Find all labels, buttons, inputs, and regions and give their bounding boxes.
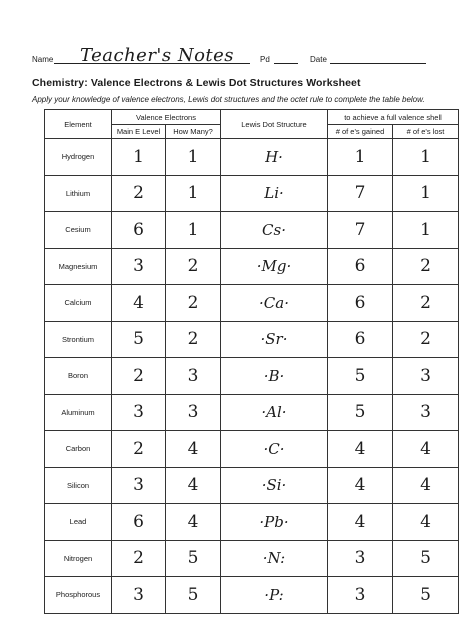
electrons-lost-cell[interactable]: 1 (393, 212, 459, 249)
lewis-structure-cell[interactable]: H· (221, 139, 328, 176)
main-level-cell[interactable]: 2 (112, 431, 166, 468)
electrons-gained-cell[interactable]: 3 (328, 540, 393, 577)
element-name: Cesium (45, 212, 112, 249)
main-level-cell[interactable]: 6 (112, 504, 166, 541)
date-line[interactable] (330, 63, 426, 64)
col-header-lewis: Lewis Dot Structure (221, 110, 328, 139)
electrons-lost-cell[interactable]: 1 (393, 175, 459, 212)
col-header-count: How Many? (166, 125, 221, 139)
element-name: Carbon (45, 431, 112, 468)
name-label: Name (32, 55, 54, 64)
col-header-element: Element (45, 110, 112, 139)
element-name: Aluminum (45, 394, 112, 431)
electrons-gained-cell[interactable]: 6 (328, 285, 393, 322)
lewis-structure-cell[interactable]: ·Mg· (221, 248, 328, 285)
worksheet-table (44, 109, 459, 614)
pd-line[interactable] (274, 63, 298, 64)
electrons-gained-cell[interactable]: 4 (328, 504, 393, 541)
table-row (45, 358, 459, 395)
element-name: Strontium (45, 321, 112, 358)
pd-label: Pd (260, 55, 270, 64)
table-row (45, 540, 459, 577)
lewis-structure-cell[interactable]: ·Al· (221, 394, 328, 431)
table-row (45, 504, 459, 541)
lewis-structure-cell[interactable]: Cs· (221, 212, 328, 249)
electrons-gained-cell[interactable]: 7 (328, 212, 393, 249)
main-level-cell[interactable]: 6 (112, 212, 166, 249)
main-level-cell[interactable]: 3 (112, 394, 166, 431)
element-name: Hydrogen (45, 139, 112, 176)
electrons-gained-cell[interactable]: 4 (328, 467, 393, 504)
worksheet-instructions: Apply your knowledge of valence electrons, Lewis dot structures and the octet rule to complete the table below. (32, 95, 425, 104)
electrons-lost-cell[interactable]: 2 (393, 321, 459, 358)
electrons-lost-cell[interactable]: 5 (393, 577, 459, 614)
lewis-structure-cell[interactable]: ·B· (221, 358, 328, 395)
name-value[interactable]: Teacher's Notes (80, 45, 235, 66)
lewis-structure-cell[interactable]: ·Pb· (221, 504, 328, 541)
valence-count-cell[interactable]: 4 (166, 431, 221, 468)
valence-count-cell[interactable]: 2 (166, 285, 221, 322)
lewis-structure-cell[interactable]: ·Ca· (221, 285, 328, 322)
element-name: Calcium (45, 285, 112, 322)
table-row (45, 285, 459, 322)
lewis-structure-cell[interactable]: ·N: (221, 540, 328, 577)
table-row (45, 175, 459, 212)
electrons-gained-cell[interactable]: 5 (328, 358, 393, 395)
student-header (28, 46, 448, 70)
main-level-cell[interactable]: 5 (112, 321, 166, 358)
electrons-gained-cell[interactable]: 4 (328, 431, 393, 468)
col-header-lost: # of e's lost (393, 125, 459, 139)
electrons-lost-cell[interactable]: 1 (393, 139, 459, 176)
valence-count-cell[interactable]: 3 (166, 358, 221, 395)
main-level-cell[interactable]: 3 (112, 577, 166, 614)
group-header-valence: Valence Electrons (112, 110, 221, 125)
element-name: Silicon (45, 467, 112, 504)
valence-count-cell[interactable]: 4 (166, 504, 221, 541)
group-header-shell: to achieve a full valence shell (328, 110, 459, 125)
electrons-lost-cell[interactable]: 5 (393, 540, 459, 577)
electrons-gained-cell[interactable]: 3 (328, 577, 393, 614)
element-name: Phosphorous (45, 577, 112, 614)
table-row (45, 431, 459, 468)
electrons-gained-cell[interactable]: 6 (328, 321, 393, 358)
table-row (45, 248, 459, 285)
electrons-lost-cell[interactable]: 3 (393, 394, 459, 431)
main-level-cell[interactable]: 3 (112, 467, 166, 504)
element-name: Lithium (45, 175, 112, 212)
lewis-structure-cell[interactable]: Li· (221, 175, 328, 212)
col-header-gained: # of e's gained (328, 125, 393, 139)
electrons-gained-cell[interactable]: 7 (328, 175, 393, 212)
electrons-gained-cell[interactable]: 6 (328, 248, 393, 285)
main-level-cell[interactable]: 4 (112, 285, 166, 322)
element-name: Nitrogen (45, 540, 112, 577)
worksheet-title: Chemistry: Valence Electrons & Lewis Dot Structures Worksheet (32, 77, 361, 89)
electrons-lost-cell[interactable]: 3 (393, 358, 459, 395)
col-header-level: Main E Level (112, 125, 166, 139)
valence-count-cell[interactable]: 2 (166, 248, 221, 285)
valence-count-cell[interactable]: 2 (166, 321, 221, 358)
main-level-cell[interactable]: 2 (112, 358, 166, 395)
table-row (45, 321, 459, 358)
valence-count-cell[interactable]: 3 (166, 394, 221, 431)
main-level-cell[interactable]: 1 (112, 139, 166, 176)
lewis-structure-cell[interactable]: ·C· (221, 431, 328, 468)
table-row (45, 212, 459, 249)
main-level-cell[interactable]: 2 (112, 175, 166, 212)
table-row (45, 394, 459, 431)
electrons-gained-cell[interactable]: 5 (328, 394, 393, 431)
date-label: Date (310, 55, 327, 64)
valence-count-cell[interactable]: 1 (166, 175, 221, 212)
valence-count-cell[interactable]: 1 (166, 212, 221, 249)
table-row (45, 139, 459, 176)
table-row (45, 577, 459, 614)
electrons-lost-cell[interactable]: 4 (393, 467, 459, 504)
element-name: Magnesium (45, 248, 112, 285)
valence-count-cell[interactable]: 1 (166, 139, 221, 176)
lewis-structure-cell[interactable]: ·Si· (221, 467, 328, 504)
element-name: Boron (45, 358, 112, 395)
electrons-gained-cell[interactable]: 1 (328, 139, 393, 176)
electrons-lost-cell[interactable]: 2 (393, 285, 459, 322)
valence-count-cell[interactable]: 5 (166, 577, 221, 614)
lewis-structure-cell[interactable]: ·Sr· (221, 321, 328, 358)
electrons-lost-cell[interactable]: 4 (393, 504, 459, 541)
main-level-cell[interactable]: 2 (112, 540, 166, 577)
electrons-lost-cell[interactable]: 2 (393, 248, 459, 285)
table-row (45, 467, 459, 504)
main-level-cell[interactable]: 3 (112, 248, 166, 285)
lewis-structure-cell[interactable]: ·P: (221, 577, 328, 614)
electrons-lost-cell[interactable]: 4 (393, 431, 459, 468)
valence-count-cell[interactable]: 5 (166, 540, 221, 577)
valence-count-cell[interactable]: 4 (166, 467, 221, 504)
element-name: Lead (45, 504, 112, 541)
